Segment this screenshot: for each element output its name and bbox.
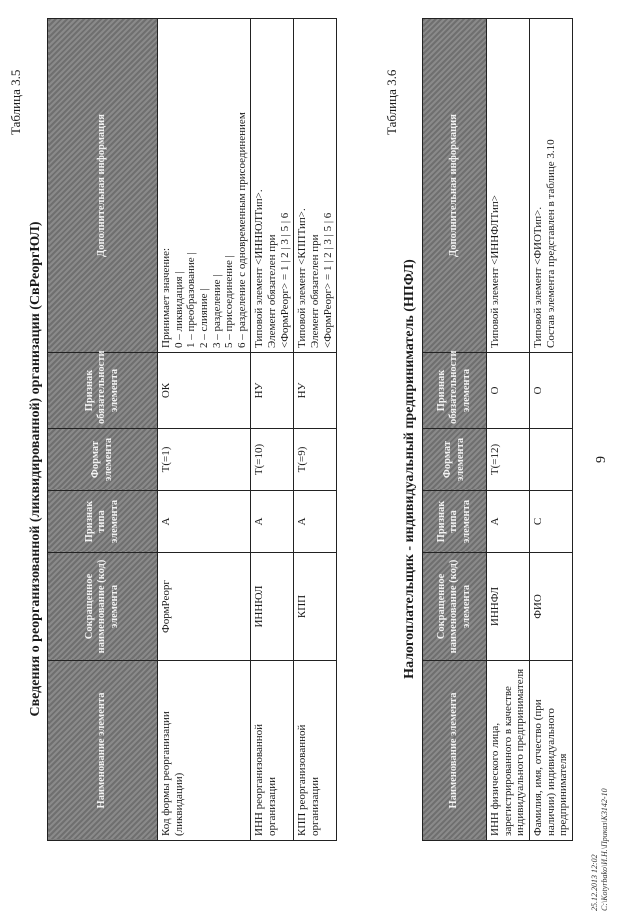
info-line: <ФормРеорг> = 1 | 2 | 3 | 5 | 6: [278, 212, 291, 348]
cell-info: [487, 19, 530, 353]
table-row: [294, 19, 337, 841]
cell-req: О: [529, 353, 572, 429]
cell-name: ИНН физического лица, зарегистрированного в качестве индивидуального предпринимателя: [487, 661, 530, 841]
footer-stamp: [590, 788, 609, 911]
table-row: [529, 19, 572, 841]
cell-type: С: [529, 491, 572, 553]
info-line: 6 – разделение с одновременным присоединением: [235, 112, 248, 348]
info-line: Типовой элемент <ИННЮЛТип>.: [253, 189, 266, 348]
column-header: Дополнительная информация: [48, 19, 158, 353]
column-header: Признак типа элемента: [423, 491, 487, 553]
cell-code: ИННФЛ: [487, 553, 530, 661]
cell-format: T(=9): [294, 429, 337, 491]
table-row: [158, 19, 251, 841]
info-line: Типовой элемент <ФИОТип>.: [531, 206, 544, 348]
table-3-6: [422, 18, 573, 841]
table-label: Таблица 3.5: [8, 69, 23, 135]
info-line: Состав элемента представлен в таблице 3.10: [544, 139, 557, 348]
cell-type: А: [294, 491, 337, 553]
info-line: 2 – слияние |: [197, 288, 210, 348]
info-line: 3 – разделение |: [210, 274, 223, 348]
column-header: Дополнительная информация: [423, 19, 487, 353]
cell-code: ФормРеорг: [158, 553, 251, 661]
cell-format: T(=1): [158, 429, 251, 491]
table-3-5: [47, 18, 337, 841]
cell-format: [529, 429, 572, 491]
column-header: Признак обязательности элемента: [48, 353, 158, 429]
cell-name: ИНН реорганизованной организации: [251, 661, 294, 841]
info-line: 1 – преобразование |: [185, 252, 198, 348]
info-line: Элемент обязателен при: [309, 234, 322, 348]
cell-req: НУ: [294, 353, 337, 429]
cell-name: Фамилия, имя, отчество (при наличии) индивидуального предпринимателя: [529, 661, 572, 841]
table-title: Налогоплательщик - индивидуальный предприниматель (НПФЛ): [402, 259, 417, 679]
table-label: Таблица 3.6: [384, 69, 399, 135]
column-header: Сокращенное наименование (код) элемента: [423, 553, 487, 661]
cell-info: [294, 19, 337, 353]
column-header: Признак типа элемента: [48, 491, 158, 553]
cell-req: ОК: [158, 353, 251, 429]
cell-info: [251, 19, 294, 353]
cell-req: О: [487, 353, 530, 429]
info-line: Принимает значение:: [160, 247, 172, 348]
info-line: 0 – ликвидация |: [172, 271, 185, 348]
column-header: Формат элемента: [423, 429, 487, 491]
cell-type: А: [251, 491, 294, 553]
cell-type: А: [487, 491, 530, 553]
cell-info: [158, 19, 251, 353]
cell-format: T(=10): [251, 429, 294, 491]
footer-date: 25.12.2013 12:02: [590, 854, 599, 911]
info-line: Типовой элемент <КППТип>.: [296, 208, 309, 348]
column-header: Признак обязательности элемента: [423, 353, 487, 429]
cell-name: КПП реорганизованной организации: [294, 661, 337, 841]
column-header: Наименование элемента: [423, 661, 487, 841]
info-line: <ФормРеорг> = 1 | 2 | 3 | 5 | 6: [321, 212, 334, 348]
table-title: Сведения о реорганизованной (ликвидированной) организации (СвРеоргЮЛ): [28, 221, 43, 717]
column-header: Сокращенное наименование (код) элемента: [48, 553, 158, 661]
cell-type: А: [158, 491, 251, 553]
column-header: Наименование элемента: [48, 661, 158, 841]
info-line: Типовой элемент <ИННФЛТип>: [489, 195, 501, 348]
cell-req: НУ: [251, 353, 294, 429]
info-line: Элемент обязателен при: [266, 234, 279, 348]
cell-name: Код формы реорганизации (ликвидации): [158, 661, 251, 841]
cell-code: КПП: [294, 553, 337, 661]
table-row: [251, 19, 294, 841]
cell-format: T(=12): [487, 429, 530, 491]
cell-code: ФИО: [529, 553, 572, 661]
cell-info: [529, 19, 572, 353]
table-row: [487, 19, 530, 841]
page-number: 9: [594, 456, 609, 463]
footer-path: C:\Kotyrbako\И.Н.\Приказ\КЗ142-10: [599, 788, 609, 911]
column-header: Формат элемента: [48, 429, 158, 491]
cell-code: ИННЮЛ: [251, 553, 294, 661]
info-line: 5 – присоединение |: [223, 255, 236, 348]
